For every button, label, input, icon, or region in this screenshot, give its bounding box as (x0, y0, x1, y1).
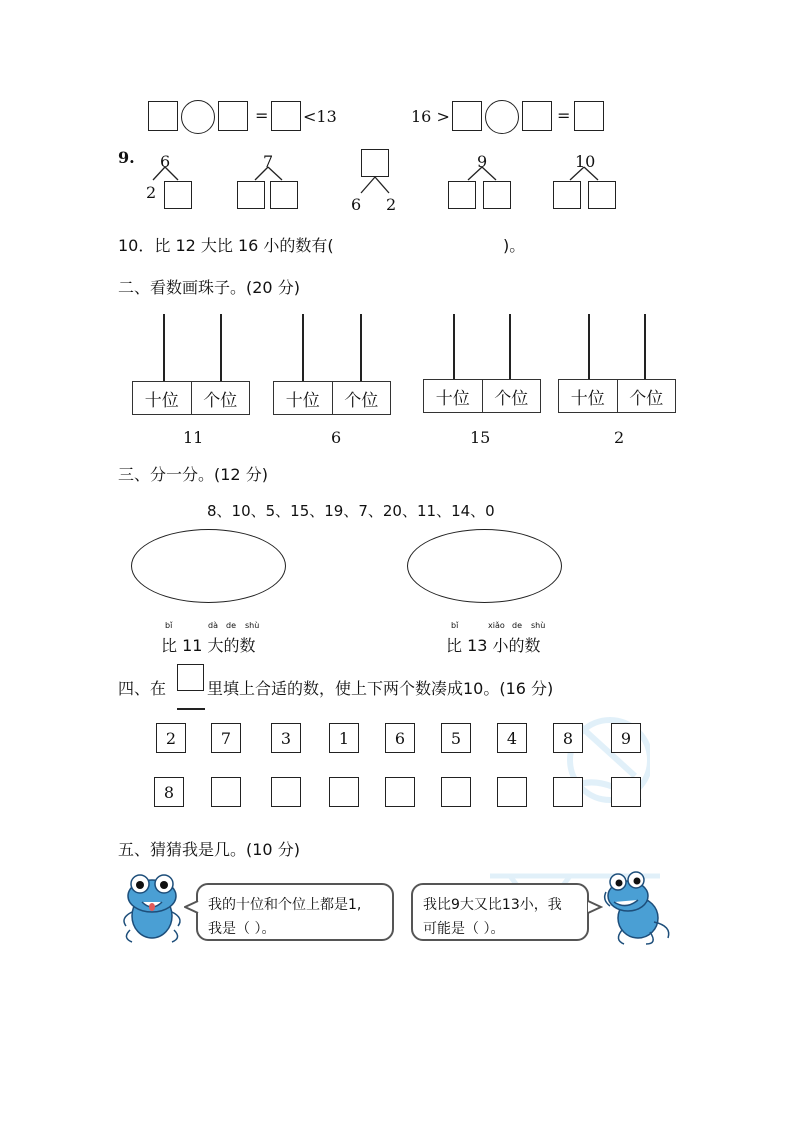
left-bubble-tail (184, 900, 200, 914)
left-pinyin-shu: shù (245, 621, 260, 630)
left-bubble-line-1: 我的十位和个位上都是1, (208, 897, 362, 913)
abacus3-number: 15 (470, 428, 491, 447)
abacus4-ones-rod (644, 314, 646, 380)
abacus2-number: 6 (331, 428, 342, 447)
q9-tree5-left-box[interactable] (553, 181, 581, 209)
q9-tree4-left-box[interactable] (448, 181, 476, 209)
bottom-answer-box-8[interactable] (553, 777, 583, 807)
bottom-answer-box-6[interactable] (441, 777, 471, 807)
left-bubble-line-2: 我是（ ）。 (208, 921, 276, 937)
abacus2-ones-label: 个位 (332, 382, 391, 414)
bottom-answer-box-5[interactable] (385, 777, 415, 807)
q8-equals-left: = (255, 106, 269, 125)
right-bubble-line-1: 我比9大又比13小，我 (423, 897, 562, 913)
abacus2-ones-rod (360, 314, 362, 382)
abacus3-ones-label: 个位 (482, 380, 541, 412)
left-pinyin-de: de (226, 621, 236, 630)
abacus4-number: 2 (614, 428, 625, 447)
q9-tree4-top: 9 (477, 152, 488, 171)
q8-less-than-13: <13 (303, 107, 337, 126)
abacus3-tens-label: 十位 (435, 388, 470, 409)
abacus4-tens-rod (588, 314, 590, 380)
q9-tree-lines (0, 0, 794, 230)
q10-text: 10．比 12 大比 16 小的数有( (118, 236, 334, 255)
top-number-9: 9 (611, 723, 641, 753)
abacus4-ones-label: 个位 (617, 380, 676, 412)
abacus3-tens-rod (453, 314, 455, 380)
top-number-4: 1 (329, 723, 359, 753)
q9-tree1-right-box[interactable] (164, 181, 192, 209)
top-number-2: 7 (211, 723, 241, 753)
abacus1-tens-rod (163, 314, 165, 382)
section4-heading-post: 里填上合适的数，使上下两个数凑成10。(16 分) (207, 679, 554, 698)
q9-tree3-right: 2 (386, 195, 397, 214)
q9-label: 9. (118, 148, 135, 167)
right-pinyin-bi: bǐ (451, 621, 459, 630)
q9-tree1-left: 2 (146, 183, 157, 202)
right-pinyin-de: de (512, 621, 522, 630)
section4-heading-underline (177, 708, 205, 710)
top-number-7: 4 (497, 723, 527, 753)
bottom-answer-box-7[interactable] (497, 777, 527, 807)
greater-than-11-oval[interactable] (131, 529, 286, 603)
q10-close: )。 (503, 236, 526, 255)
section3-heading: 三、分一分。(12 分) (118, 465, 268, 484)
q8-16-greater: 16 > (411, 107, 450, 126)
section2-heading: 二、看数画珠子。(20 分) (118, 278, 300, 297)
q8-equals-right: = (557, 106, 571, 125)
greater-than-11-label: 比 11 大的数 (161, 636, 256, 655)
q9-tree5-top: 10 (575, 152, 596, 171)
left-pinyin-da: dà (208, 621, 218, 630)
abacus4-tens-label: 十位 (570, 388, 605, 409)
abacus1-table (132, 381, 250, 415)
section5-heading: 五、猜猜我是几。(10 分) (118, 840, 300, 859)
top-number-6: 5 (441, 723, 471, 753)
top-number-5: 6 (385, 723, 415, 753)
section3-number-list: 8、10、5、15、19、7、20、11、14、0 (207, 502, 495, 520)
abacus1-ones-rod (220, 314, 222, 382)
section4-heading-box-icon (177, 664, 204, 691)
q9-tree3-top-box[interactable] (361, 149, 389, 177)
less-than-13-oval[interactable] (407, 529, 562, 603)
q9-tree1-top: 6 (160, 152, 171, 171)
bottom-answer-1: 8 (154, 777, 184, 807)
top-number-1: 2 (156, 723, 186, 753)
top-number-8: 8 (553, 723, 583, 753)
q9-tree2-left-box[interactable] (237, 181, 265, 209)
q9-tree3-left: 6 (351, 195, 362, 214)
abacus2-table (273, 381, 391, 415)
abacus3-table (423, 379, 541, 413)
right-frog-illustration (600, 870, 676, 946)
left-pinyin-bi: bǐ (165, 621, 173, 630)
abacus1-tens-label: 十位 (144, 390, 179, 411)
abacus3-ones-rod (509, 314, 511, 380)
top-number-3: 3 (271, 723, 301, 753)
right-pinyin-xiao: xiǎo (488, 621, 505, 630)
right-speech-bubble (411, 883, 589, 941)
bottom-answer-box-2[interactable] (211, 777, 241, 807)
q9-tree4-right-box[interactable] (483, 181, 511, 209)
abacus1-ones-label: 个位 (191, 382, 250, 414)
left-speech-bubble (196, 883, 394, 941)
q9-tree5-right-box[interactable] (588, 181, 616, 209)
abacus2-tens-label: 十位 (285, 390, 320, 411)
q9-tree2-top: 7 (263, 152, 274, 171)
right-pinyin-shu: shù (531, 621, 546, 630)
abacus1-number: 11 (183, 428, 204, 447)
bottom-answer-box-9[interactable] (611, 777, 641, 807)
abacus4-table (558, 379, 676, 413)
abacus2-tens-rod (302, 314, 304, 382)
bottom-answer-box-3[interactable] (271, 777, 301, 807)
q10-answer-blank[interactable] (356, 233, 496, 253)
bottom-answer-box-4[interactable] (329, 777, 359, 807)
left-frog-illustration (118, 872, 186, 944)
right-bubble-line-2: 可能是（ ）。 (423, 921, 505, 937)
q9-tree2-right-box[interactable] (270, 181, 298, 209)
less-than-13-label: 比 13 小的数 (446, 636, 541, 655)
section4-heading-pre: 四、在 (118, 679, 167, 698)
